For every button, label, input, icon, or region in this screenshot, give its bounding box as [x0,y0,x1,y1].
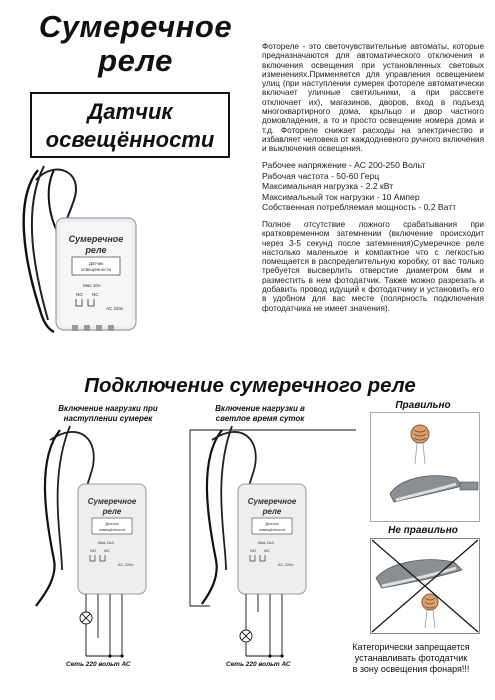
spec-frequency: Рабочая частота - 50-60 Герц [262,170,380,181]
device-no: NO [76,292,83,297]
incorrect-illustration [370,538,480,634]
mid-sticker-line-1: Датчик [265,521,279,526]
spec-own-power: Собственная потребляемая мощность - 0.2 Ватт [262,202,457,213]
incorrect-label: Не правильно [388,525,458,536]
left-device-nc: NC [104,548,110,553]
device-label-1: Сумеречное [68,234,124,244]
caption-mid-line-2: светлое время суток [215,414,305,423]
spec-max-current: Максимальный ток нагрузки - 10 Ампер [262,191,420,202]
sensor-box [30,92,230,158]
warning-line-3: в зону освещения фонаря!!! [352,664,470,674]
device-photo [14,160,252,336]
sticker-line-1: Датчик [88,261,104,266]
mid-device-no: NO [250,548,256,553]
wiring-diagrams [0,420,372,680]
correct-label: Правильно [395,400,451,411]
caption-left-line-1: Включение нагрузки при [58,404,158,413]
device-label-2: реле [85,245,107,255]
warning-line-2: устанавливать фотодатчик [354,653,468,663]
description-paragraph-1: Фотореле - это светочувствительные автоматы, которые предназначаются для автоматического отключения и включения освещения при установленных световых изменениях.Применяется для управления освещением улиц (при наступлении сумерек фотореле автоматически включает уличные светильники, а при рассвете отключает их), магазинов, дворов, вход в подъезд многоквартирного дома, крыльцо и двор частного домовладения, а то и просто освещение номера дома и т.д. Фотореле снижает расходы на электричество и избавляет человека от каждодневного ручного включения и выключения освещения. [262,42,484,154]
network-label-mid: Сеть 220 вольт АС [226,661,291,668]
title-line-1: Сумеречное [38,9,233,44]
connection-title: Подключение сумеречного реле [84,374,416,397]
spec-max-load: Максимальная нагрузка - 2.2 кВт [262,181,394,192]
left-device-max-current: Max 10A [98,540,114,545]
specs-list [262,160,484,213]
warning-text [336,642,486,675]
left-device-ac: AC 220v [118,562,134,567]
left-sticker-line-2: освещённости [98,527,126,532]
left-sticker-line-1: Датчик [105,521,119,526]
mid-device-max-current: Max 10A [258,540,274,545]
left-device-no: NO [90,548,96,553]
correct-illustration [370,412,480,522]
device-max-current: Max 10A [83,283,101,288]
page-title [18,10,253,78]
sticker-line-2: освещённости [80,267,112,272]
mid-sticker-line-2: освещённости [258,527,286,532]
warning-line-1: Категорически запрещается [352,642,470,652]
device-nc: NC [92,292,99,297]
description-paragraph-2: Полное отсутствие ложного срабатывания при кратковременном затемнении (включение происходит через 3-5 секунд после затемнения)Сумеречное реле настолько маленькое и компактное что с легкостью помещается в распределительную коробку, от вас только требуется высверлить отверстие диаметром 6мм и разместить в нем фотодатчик. Также можно разрезать и добавить провод идущий к фотодатчику и установить его в удобном для вас месте (полярность подключения фотодатчика не имеет значения). [262,220,484,313]
left-device-label-1: Сумеречное [87,497,137,506]
caption-mid-line-1: Включение нагрузки в [215,404,305,413]
mid-device-ac: AC 220v [278,562,294,567]
mid-device-label-2: реле [262,507,282,516]
mid-device-nc: NC [264,548,270,553]
caption-left-line-2: наступлении сумерек [63,414,153,423]
device-ac: AC 220v [106,306,124,311]
spec-voltage: Рабочее напряжение - АС 200-250 Вольт [262,160,426,170]
box-line-1: Датчик [87,99,173,124]
mid-device-label-1: Сумеречное [247,497,297,506]
title-line-2: реле [98,43,173,78]
network-label-left: Сеть 220 вольт АС [66,661,131,668]
left-device-label-2: реле [102,507,122,516]
box-line-2: освещённости [45,127,215,152]
